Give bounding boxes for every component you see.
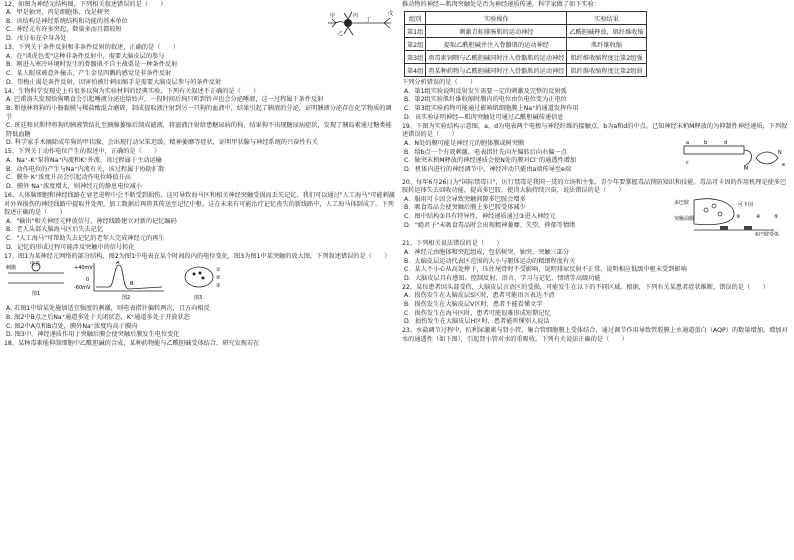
answer-option: C. 图2中A点和B点处，膜外Na⁺浓度均高于膜内 (6, 322, 138, 330)
answer-option: D．戊分布在全身各处 (6, 34, 67, 42)
question-stem: 15、下列关于动作电位产生的叙述中，正确的是（ ） (4, 148, 161, 156)
table-row (405, 38, 647, 51)
answer-option: B．刚进入寒冷环境时发生的骨骼肌不自主战栗是一种条件反射 (6, 61, 178, 69)
table-cell: 肌纤维收缩程度比第2组强 (567, 51, 646, 64)
question-stem: 13、下列关于条件反射和非条件反射的叙述，正确的是（ ） (4, 44, 179, 52)
answer-option: D．该实验证明神经—肌肉突触处可通过乙酰胆碱传递信息 (404, 113, 564, 121)
table-cell: 将毒素饲喂与乙酰胆碱同时注入骨骼肌的运动神经 (426, 51, 567, 64)
answer-option: D. 科学家手术摘除成年狗的甲状腺，会出现行动呆笨迟缓、精神萎靡等症状，证明甲状腺与神经系统的兴奋性有关 (6, 139, 318, 147)
table-header-row (405, 12, 647, 25)
table-cell: 提取乙酰胆碱并注入骨骼肌的运动神经 (426, 38, 567, 51)
fig-label: ③ (216, 283, 221, 290)
figure-19 (682, 140, 792, 174)
experiment-table (404, 11, 647, 77)
answer-option: C．膜外 K⁺浓度升高会引起动作电位峰值升高 (6, 174, 131, 182)
fig-label: 突触前膜 (674, 215, 695, 222)
answer-option: D．大脑皮层具有感知、控制反射、语言、学习与记忆、情绪等高级功能 (404, 274, 601, 282)
table-cell: 刺激青蛙腓肠肌的运动神经 (426, 25, 567, 38)
answer-option: C．损伤发生在海马区时，患者可能很难形成短期记忆 (404, 309, 551, 317)
fig-label: 多巴胺 (674, 199, 690, 206)
answer-option: A．第1组实验说明反射发生需要一定的刺激及完整的反射弧 (404, 87, 567, 95)
fig-label: 甲 (330, 13, 336, 20)
answer-option: A. 若图1中给某处施加适宜强度的刺激，则电表指针偏转两次，且方向相反 (6, 305, 210, 313)
answer-option: D．记忆的形成过程可能涉及突触中的信号转化 (6, 243, 135, 251)
answer-option: C．图中结构③具有特异性，神经递质通过③进入神经元 (404, 212, 556, 220)
table-row (405, 51, 647, 64)
table-cell: 乙酰胆碱释放，肌纤维收缩 (567, 25, 646, 38)
fig-label: 可卡因 (738, 201, 754, 208)
option-figure-row (4, 9, 396, 43)
fig-label: 丙 (353, 13, 359, 20)
figure-17 (4, 261, 234, 301)
fig-label: c (686, 159, 689, 166)
answer-option: B．该结构是神经系统结构和功能的基本单位 (6, 17, 128, 25)
right-column (402, 0, 792, 560)
option-list (402, 196, 674, 230)
fig-label: ② (216, 275, 221, 282)
question-stem: 20、每年6月26日为"国际禁毒日"，厉行禁毒是我国一贯的立场和主张，青少年要掌握毒品预防知识和技能。毒品可卡因的作用机理是使多巴胺转运体失去回收功能，提高多巴胺，使得大脑持续兴奋，说法错误的是（ ） (402, 178, 787, 195)
answer-option: D．损伤发生在大脑皮层H区时，患者能听懂别人说话 (404, 318, 550, 326)
answer-option: A．甲是轴突，丙是细胞体，戊是树突 (6, 9, 110, 17)
answer-option: C．某人眼球被意外撞击，产生金星四溅的感觉是非条件反射 (6, 69, 172, 77)
answer-option: C．第3组实验药物可能通过影响肌细胞膜上Na⁺的通道发挥作用 (404, 104, 579, 112)
table-cell: 第4组 (405, 64, 426, 77)
figure-block (4, 261, 396, 305)
fig-label: 多巴胺受体 (754, 231, 780, 236)
fig-label: 0 (86, 277, 90, 284)
answer-option: A．在"谈虎色变"这种非条件反射中，需要大脑皮层的参与 (6, 52, 165, 60)
question-stem: 17、图1为某神经元网络的部分结构，图2为图1中电表在某个时间段内的电位变化，图3为图1中某突触的放大图，下列叙述错误的是（ ） (4, 252, 391, 260)
answer-option: B．老人头部大脑海马区后失去记忆 (6, 226, 104, 234)
answer-option: A．损伤发生在大脑皮层S区时，患者可能语言表达不清 (404, 292, 555, 300)
table-cell: 将某种药物与乙酰胆碱同时注入骨骼肌的运动神经 (426, 64, 567, 77)
fig-label: d (724, 139, 728, 146)
fig-label: ④ (756, 213, 761, 220)
answer-option: A. 巴甫洛夫发现给狗喂食会引起唾液分泌也给铃声，一段时间后狗只听到铃声也会分泌唾液，这一过程属于条件反射 (6, 96, 324, 104)
fig-label: -60mV (74, 285, 91, 292)
table-header-cell: 实验操作 (426, 12, 567, 25)
table-header-cell: 组别 (405, 12, 426, 25)
question-stem: 22、某位患者因头部受伤，大脑皮层言语区的受损，可能发生在以下的不同区域。根据，下列有关某患者症状推断，错误的是（ ） (402, 283, 769, 291)
answer-option: B. 斯他林将狗的小肠黏膜与稀盐酸混合磨碎，制成提取液注射到另一只狗的血液中，结果引起了胰液的分泌，证明胰液分泌存在化学物质的调节 (6, 104, 392, 121)
answer-option: B. 图2中B点之后Na⁺通道多处于关闭状态，K⁺通道多处于开放状态 (6, 313, 190, 321)
fig-label: +40mV (74, 265, 93, 272)
fig-label: ⑤ (774, 213, 779, 220)
option-list (4, 9, 326, 43)
answer-option: B．大脑皮层运动代表区范围的大小与躯体运动的精细程度有关 (404, 257, 576, 265)
fig-label: 电表 (30, 261, 41, 268)
figure-20 (674, 196, 792, 236)
table-row (405, 64, 647, 77)
question-stem: 23、水盐调节过程中，抗利尿激素与肾小管、集合管细胞膜上受体结合，通过调节作用导致管腔膜上水通道蛋白（AQP）的数量增加，增加对水的通透性（如下图），引起肾小管对水的重吸收。下列有关说法正确的是（ ） (402, 327, 788, 344)
answer-option: A．服用可卡因会导致突触间隙多巴胺会增多 (404, 195, 526, 203)
question-stem: 12、如图为神经元结构图，下列相关叙述错误的是（ ） (4, 0, 167, 8)
fig-label: 图3 (194, 295, 203, 302)
fig-label: B (130, 281, 134, 288)
answer-option: B．吸食毒品会使突触后膜上多巴胺受体减少 (404, 204, 526, 212)
fig-label: 丁 (366, 17, 372, 24)
answer-option: A．"输出"相关神经元释放信号，神经线路建立对新的记忆编码 (6, 217, 177, 225)
neuron-figure (326, 9, 396, 39)
table-row (405, 25, 647, 38)
question-stem: 推动物的神经—肌肉突触处是否为神经递质传递，科学家做了如下实验： (402, 0, 600, 8)
figure-block (326, 9, 396, 43)
answer-option: D. 图3中，神经递质作用于突触后膜会使突触后膜发生电位变化 (6, 331, 180, 339)
question-stem: 18、某种毒素能抑制细胞中乙酰胆碱的合成，某种药物能与乙酰胆碱受体结合，研究发现若在 (4, 340, 260, 348)
answer-option: B．给b点一个有效刺激，电表指针先向左偏转后向右偏一点 (404, 148, 567, 156)
answer-option: B．损伤发生在大脑皮层V区时，患者不能看懂文字 (404, 301, 543, 309)
fig-label: A (116, 261, 120, 267)
answer-option: C．轴突末梢M释放的神经递质会使N处的膜对Cl⁻的通透性增加 (404, 157, 577, 165)
fig-label: a (686, 139, 690, 146)
fig-label: 刺激 (6, 265, 17, 272)
figure-block (682, 140, 792, 178)
question-stem: 14、生物科学发现史上有很多以狗为实验材料的经典实验，下列有关叙述不正确的是（ ） (4, 87, 260, 95)
answer-option: B．动作电位的产生与Na⁺内流有关，该过程属于协助扩散 (6, 165, 165, 173)
answer-option: A．神经元由胞体和突起组成，包括树突、轴突、突触三部分 (404, 248, 570, 256)
table-cell: 第1组 (405, 25, 426, 38)
question-stem: 16、人体脑细胞和神经线路在衰老进程中会不断受到损伤，这可导致海马区和相关神经突触受损而丢失记忆。我们可以通过"人工海马"可能刺激对外界损伤的神经线路中提取并处理，加工数据后再将其传送至记忆中枢，这在未来有可能治疗记忆丧失的新线路中，人工海马体制成了。下列叙述正确的是（ ） (4, 192, 395, 217)
left-column (4, 0, 396, 560)
option-list (402, 140, 682, 174)
option-figure-row (402, 196, 792, 240)
answer-option: D．"瘾君子"未吸食毒品时会出现精神萎靡、失望、抑郁等情绪 (404, 221, 576, 229)
fig-label: b (704, 139, 708, 146)
option-figure-row (402, 140, 792, 178)
fig-label: 图2 (122, 295, 131, 302)
table-cell: 肌纤维收缩程度比第2组弱 (567, 64, 646, 77)
question-stem: 21、下列相关说法错误的是（ ） (402, 240, 503, 248)
fig-label: N (778, 149, 782, 156)
fig-label: ① (216, 267, 221, 274)
table-header-cell: 实验结果 (567, 12, 646, 25)
question-stem: 下列分析错误的是（ ） (402, 79, 477, 87)
figure-block (674, 196, 792, 240)
table-cell: 第2组 (405, 38, 426, 51)
answer-option: B．第2组实验肌纤维收缩时膜内的电位由负电位变为正电位 (404, 96, 567, 104)
answer-option: C．神经元有许多突起，数量多而且都较短 (6, 26, 122, 34)
fig-label: 乙 (338, 31, 344, 38)
answer-option: C. 班廷和贝斯特将狗的胰液管结扎至胰腺萎缩后制成滤液，将滤液注射给患糖尿病的狗，结果狗不出现糖尿病症状，发现了胰岛素通过糖类能降低血糖 (6, 122, 392, 138)
answer-option: C．"人工海马"可帮助失去记忆的老年人完成神经元的再生 (6, 235, 165, 242)
answer-option: D．机体内进行的神经调节中，神经冲动只能由a端传导至e端 (404, 165, 572, 173)
answer-option: D．望梅止渴是条件反射，因害怕被针刺而缩手是需要大脑皮层参与的条件反射 (6, 78, 222, 86)
question-stem: 19、下图为实验结构示意图，a、d为电表两个电极与神经纤维的接触点，b为a和d的中点。已知神经末梢M释放的为抑制性神经递质，下列叙述错误的是（ ） (402, 122, 788, 139)
answer-option: A．Na⁺-K⁺泵将Na⁺内流和K⁺外流，该过程属于主动运输 (6, 157, 162, 165)
table-cell: 第3组 (405, 51, 426, 64)
answer-option: C．某人不小心从高处摔下，压住尾骨时不受影响，说明排尿反射不正常，说明相应低级中枢未受到影响 (404, 266, 687, 274)
fig-label: e (782, 161, 786, 168)
table-cell: 肌纤维收缩 (567, 38, 646, 51)
fig-label: M (744, 165, 749, 172)
answer-option: A．N处的膜可能是神经元的胞体膜或树突膜 (404, 139, 525, 147)
fig-label: 图1 (32, 291, 41, 298)
fig-label: ③ (736, 213, 741, 220)
answer-option: D．膜外 Na⁺浓度增大，则神经元的静息电位减小 (6, 182, 142, 190)
fig-label: 戊 (388, 11, 394, 18)
